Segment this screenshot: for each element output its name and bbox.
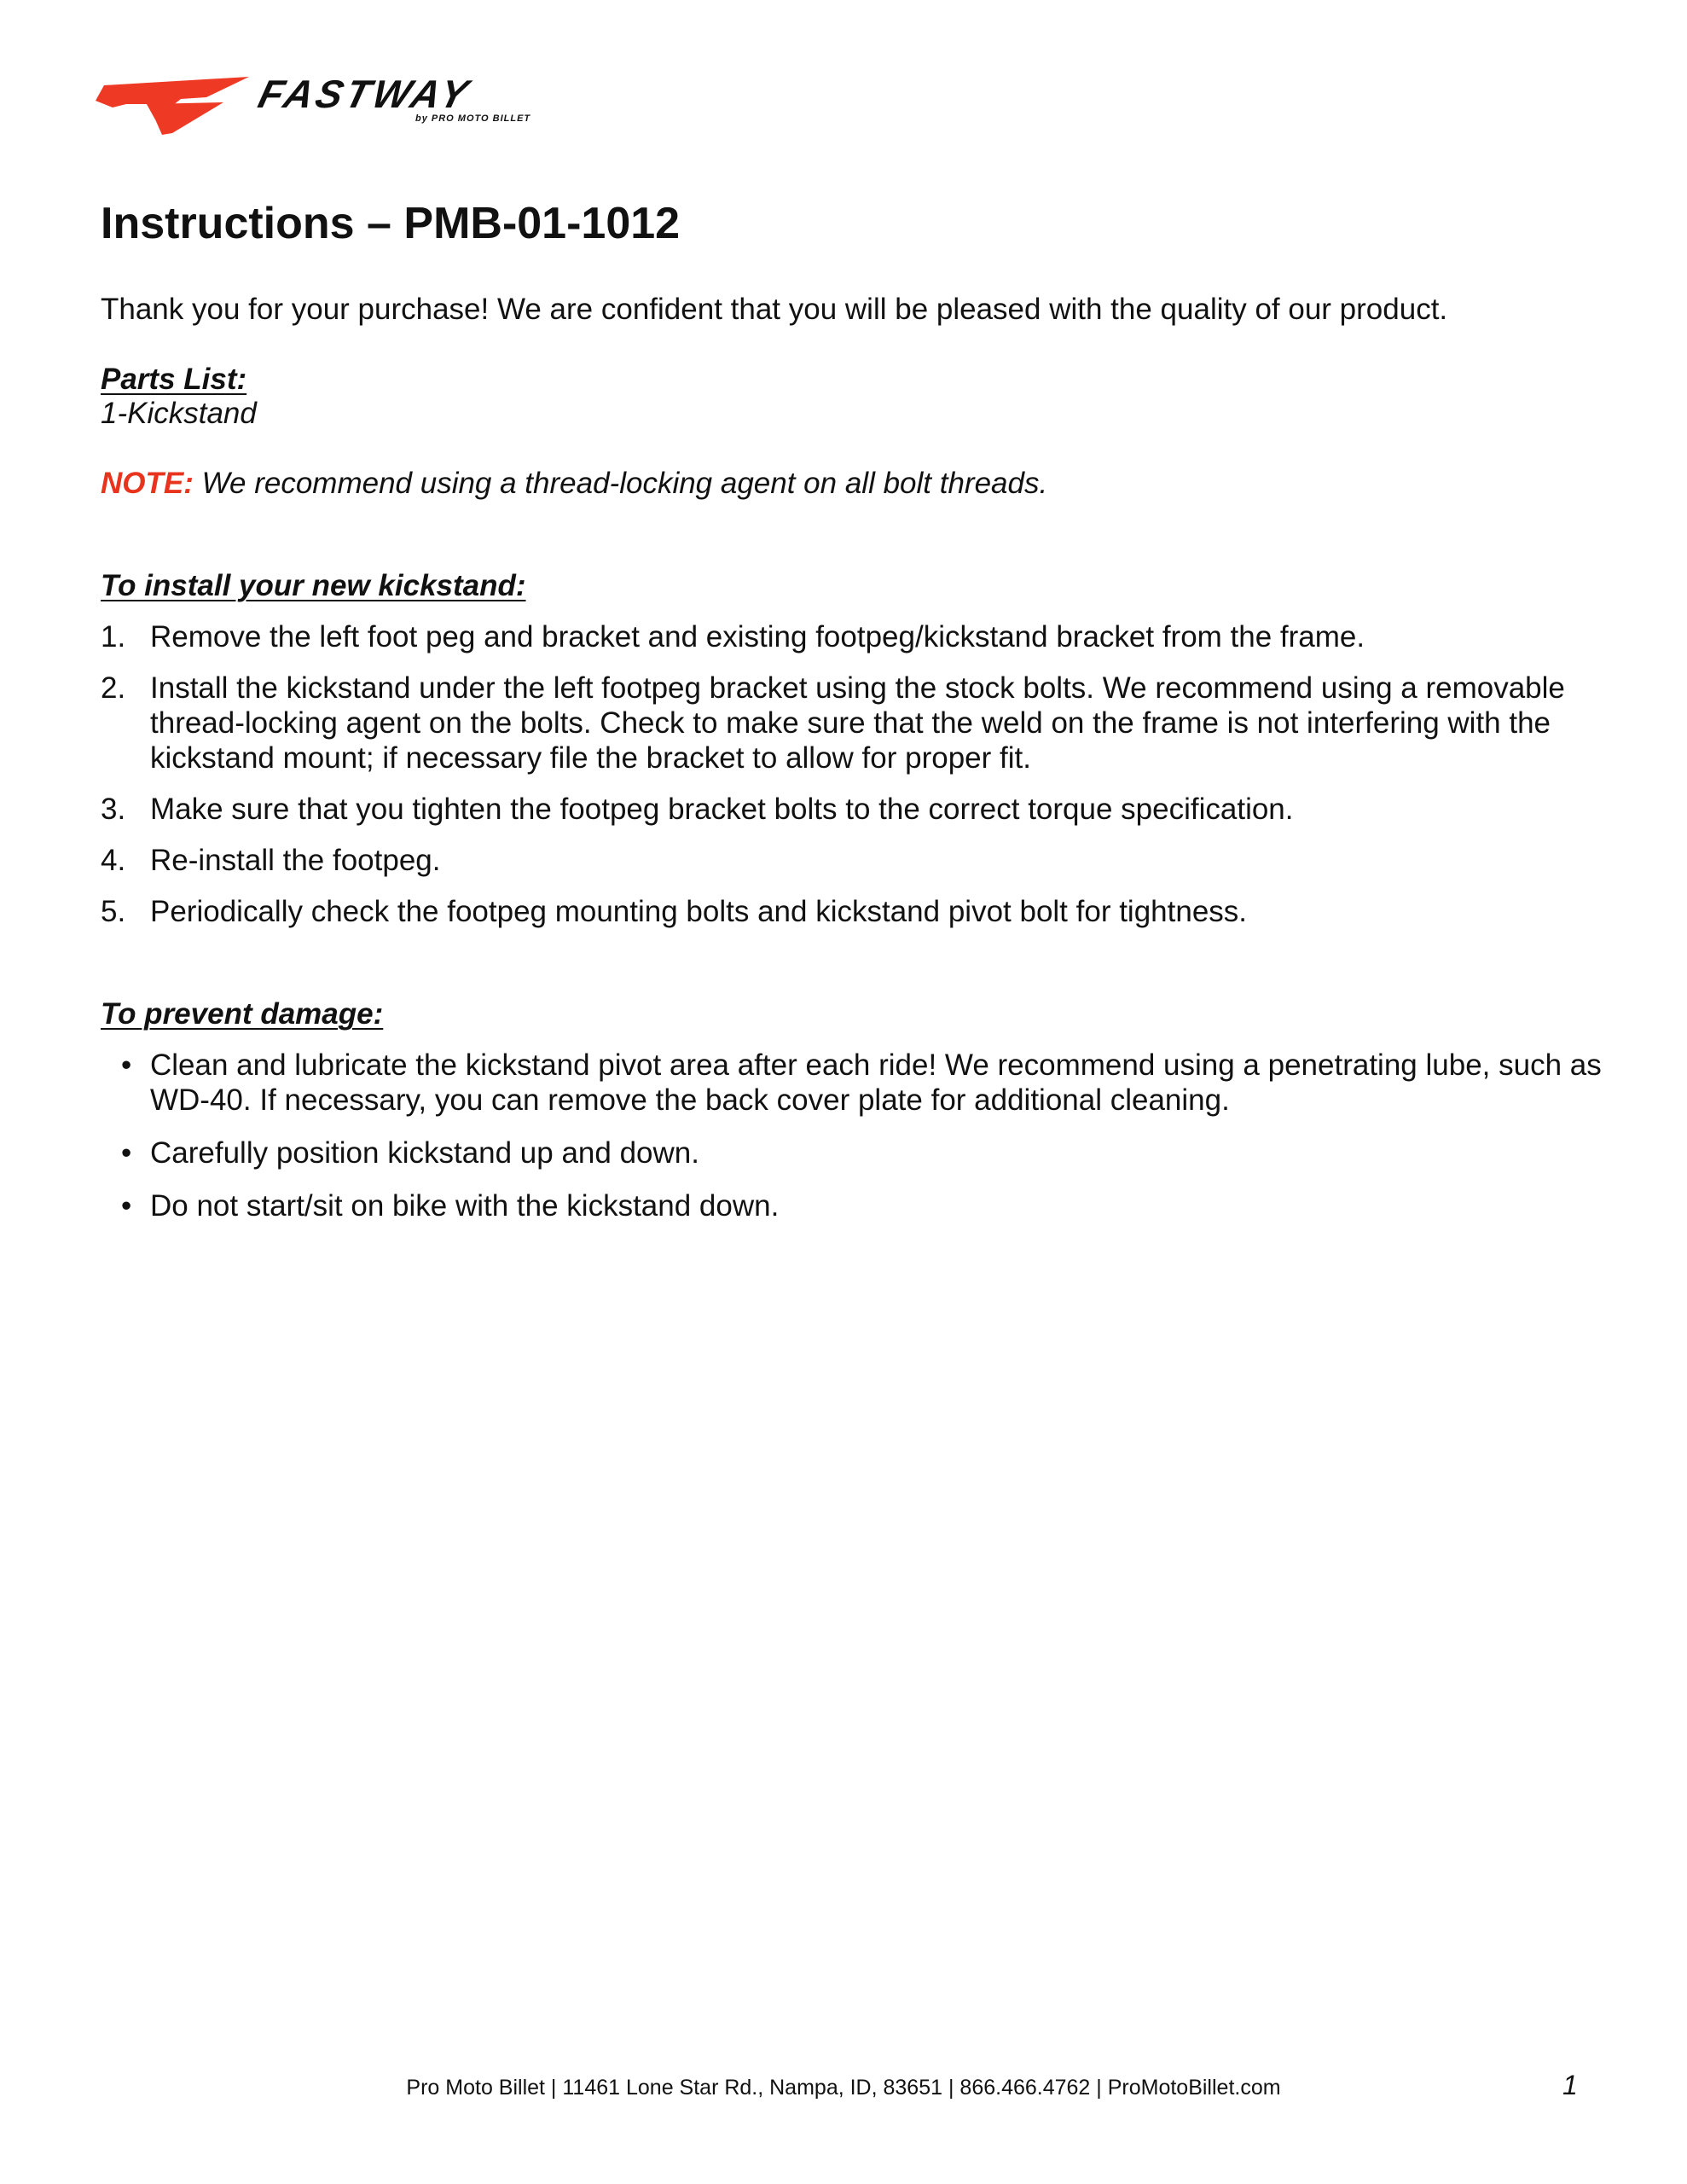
step-number: 4. — [101, 844, 126, 877]
note-text: We recommend using a thread-locking agent on all bolt threads. — [193, 467, 1048, 500]
note-label: NOTE: — [101, 467, 194, 500]
note-paragraph — [101, 466, 1047, 501]
bullet-text: Clean and lubricate the kickstand pivot area after each ride! We recommend using a penetrating lube, such as WD-40. If necessary, you can remove the back cover plate for additional cleaning. — [150, 1048, 1602, 1117]
logo-wordmark: FASTWAY — [254, 72, 476, 116]
step-text: Re-install the footpeg. — [150, 844, 441, 877]
list-item — [101, 894, 1602, 929]
step-number: 5. — [101, 895, 126, 928]
bullet-icon: • — [121, 1189, 132, 1223]
page-number: 1 — [1562, 2070, 1578, 2100]
bullet-icon: • — [121, 1136, 132, 1170]
list-item — [101, 1136, 1602, 1170]
list-item — [101, 843, 1602, 878]
parts-list-heading: Parts List: — [101, 363, 247, 396]
page-title: Instructions – PMB-01-1012 — [101, 199, 681, 248]
prevent-damage-list — [101, 1048, 1602, 1241]
logo-wing-lower-icon — [147, 102, 223, 135]
step-number: 1. — [101, 620, 126, 653]
fastway-logo-graphic — [96, 68, 607, 145]
install-steps-list — [101, 619, 1602, 945]
list-item — [101, 1188, 1602, 1223]
list-item — [101, 1048, 1602, 1118]
step-text: Remove the left foot peg and bracket and existing footpeg/kickstand bracket from the frame. — [150, 620, 1365, 653]
fastway-logo — [96, 68, 607, 145]
step-text: Make sure that you tighten the footpeg bracket bolts to the correct torque specification. — [150, 793, 1294, 826]
list-item — [101, 619, 1602, 654]
list-item — [101, 792, 1602, 827]
step-number: 3. — [101, 793, 126, 826]
bullet-text: Do not start/sit on bike with the kickstand down. — [150, 1189, 780, 1223]
logo-tagline: by PRO MOTO BILLET — [415, 113, 531, 124]
bullet-icon: • — [121, 1048, 132, 1082]
prevent-damage-heading: To prevent damage: — [101, 997, 384, 1031]
step-text: Install the kickstand under the left footpeg bracket using the stock bolts. We recommend using a removable thread-locking agent on the bolts. Check to make sure that the weld on the frame is not interfering with the kickstand mount; if necessary file the bracket to allow for proper fit. — [150, 671, 1565, 775]
list-item — [101, 671, 1602, 775]
step-number: 2. — [101, 671, 126, 705]
bullet-text: Carefully position kickstand up and down. — [150, 1136, 699, 1170]
intro-text: Thank you for your purchase! We are confident that you will be pleased with the quality of our product. — [101, 293, 1448, 326]
parts-list-item: 1-Kickstand — [101, 397, 257, 430]
step-text: Periodically check the footpeg mounting bolts and kickstand pivot bolt for tightness. — [150, 895, 1248, 928]
footer-contact: Pro Moto Billet | 11461 Lone Star Rd., Nampa, ID, 83651 | 866.466.4762 | ProMotoBillet.com — [406, 2076, 1281, 2100]
install-heading: To install your new kickstand: — [101, 569, 526, 602]
